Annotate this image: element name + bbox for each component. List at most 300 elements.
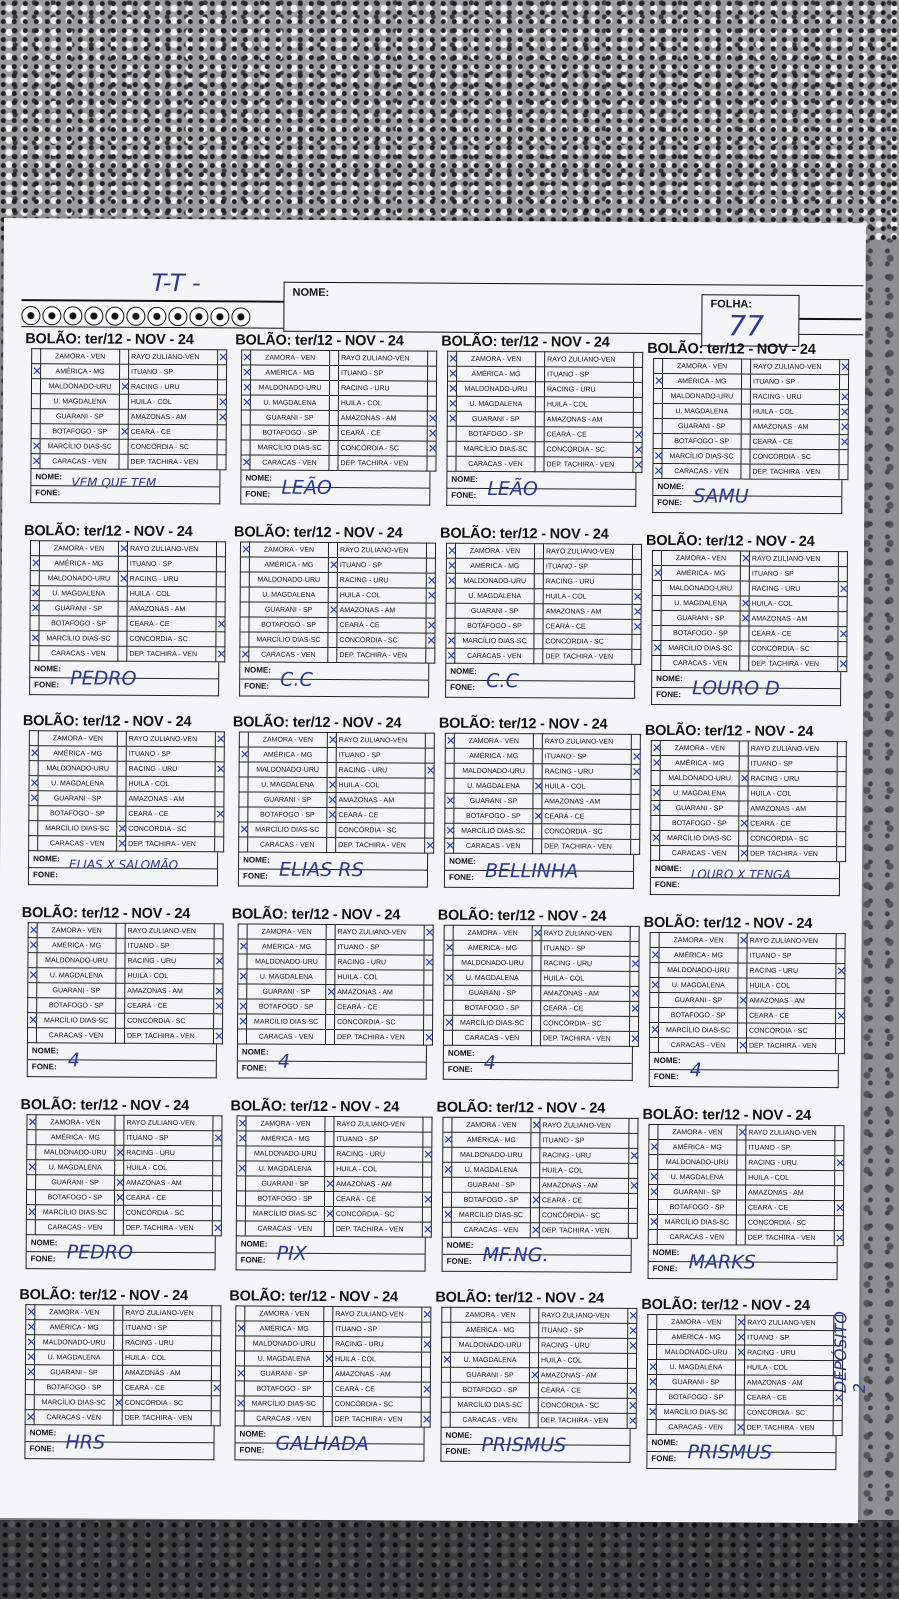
away-win-box[interactable] xyxy=(837,742,846,757)
away-win-box[interactable] xyxy=(427,456,436,471)
home-win-box[interactable] xyxy=(241,395,250,410)
draw-box[interactable] xyxy=(323,1366,332,1381)
draw-box[interactable] xyxy=(533,839,542,854)
home-win-box[interactable] xyxy=(445,733,454,748)
draw-box[interactable] xyxy=(741,389,750,404)
home-win-box[interactable] xyxy=(28,953,37,968)
draw-box[interactable] xyxy=(741,374,750,389)
home-win-box[interactable] xyxy=(30,631,39,646)
draw-box[interactable] xyxy=(325,1146,334,1161)
draw-box[interactable] xyxy=(737,1155,746,1170)
away-win-box[interactable] xyxy=(628,1193,637,1208)
away-win-box[interactable] xyxy=(426,618,435,633)
away-win-box[interactable] xyxy=(633,457,642,472)
draw-box[interactable] xyxy=(534,634,543,649)
home-win-box[interactable] xyxy=(447,456,456,471)
handwritten-name[interactable]: PRISMUS xyxy=(481,1433,567,1457)
away-win-box[interactable] xyxy=(424,970,433,985)
home-win-box[interactable] xyxy=(238,984,247,999)
draw-box[interactable] xyxy=(535,427,544,442)
home-win-box[interactable] xyxy=(445,778,454,793)
home-win-box[interactable] xyxy=(28,1013,37,1028)
away-win-box[interactable] xyxy=(627,1398,636,1413)
away-win-box[interactable] xyxy=(628,1223,637,1238)
away-win-box[interactable] xyxy=(214,969,223,984)
home-win-box[interactable] xyxy=(27,1130,36,1145)
home-win-box[interactable] xyxy=(442,1307,451,1322)
draw-box[interactable] xyxy=(530,1323,539,1338)
draw-box[interactable] xyxy=(325,1029,334,1044)
draw-box[interactable] xyxy=(120,364,129,379)
handwritten-name[interactable]: LOURO D xyxy=(692,677,780,700)
home-win-box[interactable] xyxy=(240,557,249,572)
home-win-box[interactable] xyxy=(650,962,659,977)
away-win-box[interactable] xyxy=(213,1116,222,1131)
away-win-box[interactable] xyxy=(421,1412,430,1427)
draw-box[interactable] xyxy=(534,589,543,604)
home-win-box[interactable] xyxy=(652,625,661,640)
home-win-box[interactable] xyxy=(236,1321,245,1336)
home-win-box[interactable] xyxy=(441,1397,450,1412)
away-win-box[interactable] xyxy=(424,955,433,970)
away-win-box[interactable] xyxy=(217,425,226,440)
away-win-box[interactable] xyxy=(215,732,224,747)
draw-box[interactable] xyxy=(330,350,339,365)
away-win-box[interactable] xyxy=(425,808,434,823)
draw-box[interactable] xyxy=(740,581,749,596)
draw-box[interactable] xyxy=(736,1200,745,1215)
home-win-box[interactable] xyxy=(653,373,665,389)
away-win-box[interactable] xyxy=(211,1411,220,1426)
home-win-box[interactable] xyxy=(445,763,454,778)
away-win-box[interactable] xyxy=(837,757,846,772)
draw-box[interactable] xyxy=(531,1118,540,1133)
home-win-box[interactable] xyxy=(239,732,248,747)
draw-box[interactable] xyxy=(117,746,126,761)
away-win-box[interactable] xyxy=(213,1146,222,1161)
draw-box[interactable] xyxy=(534,649,543,664)
away-win-box[interactable] xyxy=(423,1117,432,1132)
home-win-box[interactable] xyxy=(446,603,455,618)
away-win-box[interactable] xyxy=(632,649,641,664)
handwritten-name[interactable]: PEDRO xyxy=(66,1241,133,1264)
home-win-box[interactable] xyxy=(647,1404,656,1419)
away-win-box[interactable] xyxy=(214,954,223,969)
draw-box[interactable] xyxy=(327,732,336,747)
draw-box[interactable] xyxy=(117,761,126,776)
away-win-box[interactable] xyxy=(211,1381,220,1396)
away-win-box[interactable] xyxy=(836,934,845,949)
draw-box[interactable] xyxy=(529,1353,538,1368)
draw-box[interactable] xyxy=(330,365,339,380)
away-win-box[interactable] xyxy=(837,817,846,832)
draw-box[interactable] xyxy=(739,786,748,801)
home-win-box[interactable] xyxy=(441,1352,453,1367)
home-win-box[interactable] xyxy=(241,380,253,395)
away-win-box[interactable] xyxy=(214,1014,223,1029)
away-win-box[interactable] xyxy=(631,764,640,779)
away-win-box[interactable] xyxy=(423,1030,435,1045)
draw-box[interactable] xyxy=(532,926,541,941)
away-win-box[interactable] xyxy=(428,351,437,366)
away-win-box[interactable] xyxy=(213,1161,222,1176)
away-win-box[interactable] xyxy=(421,1397,430,1412)
away-win-box[interactable] xyxy=(423,1147,432,1162)
home-win-box[interactable] xyxy=(29,776,38,791)
home-win-box[interactable] xyxy=(31,439,40,454)
home-win-box[interactable] xyxy=(30,601,39,616)
home-win-box[interactable] xyxy=(27,1175,36,1190)
home-win-box[interactable] xyxy=(31,394,40,409)
draw-box[interactable] xyxy=(531,1031,540,1046)
home-win-box[interactable] xyxy=(235,1411,244,1426)
home-win-box[interactable] xyxy=(30,571,39,586)
home-win-box[interactable] xyxy=(651,800,660,815)
draw-box[interactable] xyxy=(534,574,543,589)
home-win-box[interactable] xyxy=(25,1410,34,1425)
home-win-box[interactable] xyxy=(448,366,457,381)
home-win-box[interactable] xyxy=(446,543,458,558)
home-win-box[interactable] xyxy=(648,1229,657,1244)
draw-box[interactable] xyxy=(117,821,126,836)
home-win-box[interactable] xyxy=(444,970,453,985)
draw-box[interactable] xyxy=(115,1160,124,1175)
draw-box[interactable] xyxy=(114,1220,123,1235)
draw-box[interactable] xyxy=(738,933,747,948)
away-win-box[interactable] xyxy=(424,925,433,940)
home-win-box[interactable] xyxy=(241,410,250,425)
home-win-box[interactable] xyxy=(653,463,662,478)
away-win-box[interactable] xyxy=(627,1368,636,1383)
handwritten-name[interactable]: 4 xyxy=(689,1059,702,1082)
draw-box[interactable] xyxy=(113,1410,122,1425)
draw-box[interactable] xyxy=(531,1163,540,1178)
away-win-box[interactable] xyxy=(630,956,639,971)
home-win-box[interactable] xyxy=(647,1419,656,1434)
home-win-box[interactable] xyxy=(238,969,247,984)
handwritten-name[interactable]: MF.NG. xyxy=(482,1243,549,1267)
away-win-box[interactable] xyxy=(215,777,224,792)
draw-box[interactable] xyxy=(117,806,126,821)
home-win-box[interactable] xyxy=(649,1154,658,1169)
draw-box[interactable] xyxy=(529,1368,541,1383)
draw-box[interactable] xyxy=(530,1208,539,1223)
draw-box[interactable] xyxy=(328,587,337,602)
draw-box[interactable] xyxy=(738,1008,747,1023)
draw-box[interactable] xyxy=(113,1350,122,1365)
home-win-box[interactable] xyxy=(27,1145,36,1160)
away-win-box[interactable] xyxy=(836,949,845,964)
away-win-box[interactable] xyxy=(629,1133,638,1148)
away-win-box[interactable] xyxy=(426,588,435,603)
draw-box[interactable] xyxy=(114,1305,123,1320)
draw-box[interactable] xyxy=(735,1375,744,1390)
home-win-box[interactable] xyxy=(31,409,40,424)
home-win-box[interactable] xyxy=(238,939,247,954)
away-win-box[interactable] xyxy=(421,1382,430,1397)
home-win-box[interactable] xyxy=(648,1214,657,1229)
away-win-box[interactable] xyxy=(424,1000,433,1015)
home-win-box[interactable] xyxy=(240,587,249,602)
home-win-box[interactable] xyxy=(442,1337,451,1352)
draw-box[interactable] xyxy=(114,1190,126,1205)
home-win-box[interactable] xyxy=(445,793,454,808)
away-win-box[interactable] xyxy=(630,1016,639,1031)
home-win-box[interactable] xyxy=(647,1359,659,1375)
home-win-box[interactable] xyxy=(240,647,249,662)
handwritten-name[interactable]: HRS xyxy=(65,1431,106,1454)
home-win-box[interactable] xyxy=(238,1014,247,1029)
home-win-box[interactable] xyxy=(442,1322,451,1337)
home-win-box[interactable] xyxy=(31,424,40,439)
draw-box[interactable] xyxy=(741,404,750,419)
handwritten-name[interactable]: LEÃO xyxy=(281,476,332,500)
away-win-box[interactable] xyxy=(211,1366,220,1381)
draw-box[interactable] xyxy=(737,1125,746,1140)
away-win-box[interactable] xyxy=(628,1323,637,1338)
home-win-box[interactable] xyxy=(241,455,250,470)
handwritten-name[interactable]: VEM QUE TEM xyxy=(71,475,157,490)
away-win-box[interactable] xyxy=(426,558,435,573)
away-win-box[interactable] xyxy=(629,1163,638,1178)
home-win-box[interactable] xyxy=(652,550,661,565)
away-win-box[interactable] xyxy=(216,617,225,632)
draw-box[interactable] xyxy=(740,641,749,656)
home-win-box[interactable] xyxy=(650,932,659,947)
away-win-box[interactable] xyxy=(837,787,846,802)
away-win-box[interactable] xyxy=(631,794,640,809)
home-win-box[interactable] xyxy=(26,1305,35,1320)
draw-box[interactable] xyxy=(326,954,335,969)
home-win-box[interactable] xyxy=(29,806,38,821)
home-win-box[interactable] xyxy=(446,648,455,663)
home-win-box[interactable] xyxy=(237,1029,246,1044)
away-win-box[interactable] xyxy=(214,924,223,939)
home-win-box[interactable] xyxy=(28,968,37,983)
away-win-box[interactable] xyxy=(835,1126,844,1141)
away-win-box[interactable] xyxy=(634,367,643,382)
home-win-box[interactable] xyxy=(237,1176,246,1191)
away-win-box[interactable] xyxy=(629,1178,638,1193)
draw-box[interactable] xyxy=(325,1176,334,1191)
away-win-box[interactable] xyxy=(214,999,223,1014)
home-win-box[interactable] xyxy=(31,379,40,394)
home-win-box[interactable] xyxy=(240,632,249,647)
draw-box[interactable] xyxy=(329,380,338,395)
home-win-box[interactable] xyxy=(30,616,39,631)
draw-box[interactable] xyxy=(533,764,542,779)
draw-box[interactable] xyxy=(324,1306,333,1321)
home-win-box[interactable] xyxy=(649,1169,658,1184)
draw-box[interactable] xyxy=(738,948,747,963)
away-win-box[interactable] xyxy=(836,1024,845,1039)
home-win-box[interactable] xyxy=(237,1131,246,1146)
away-win-box[interactable] xyxy=(216,647,225,662)
draw-box[interactable] xyxy=(738,1023,747,1038)
home-win-box[interactable] xyxy=(29,836,38,851)
home-win-box[interactable] xyxy=(651,740,660,755)
away-win-box[interactable] xyxy=(627,1413,636,1428)
draw-box[interactable] xyxy=(534,559,543,574)
away-win-box[interactable] xyxy=(631,824,640,839)
away-win-box[interactable] xyxy=(212,1221,221,1236)
home-win-box[interactable] xyxy=(447,426,456,441)
home-win-box[interactable] xyxy=(30,541,39,556)
draw-box[interactable] xyxy=(117,731,126,746)
away-win-box[interactable] xyxy=(838,657,847,672)
draw-box[interactable] xyxy=(739,816,748,831)
draw-box[interactable] xyxy=(328,647,337,662)
home-win-box[interactable] xyxy=(443,1147,452,1162)
away-win-box[interactable] xyxy=(836,994,845,1009)
draw-box[interactable] xyxy=(529,1398,538,1413)
away-win-box[interactable] xyxy=(839,435,848,450)
home-win-box[interactable] xyxy=(653,403,662,418)
draw-box[interactable] xyxy=(328,542,337,557)
home-win-box[interactable] xyxy=(447,396,456,411)
draw-box[interactable] xyxy=(327,792,336,807)
home-win-box[interactable] xyxy=(443,1132,452,1147)
home-win-box[interactable] xyxy=(445,823,454,838)
home-win-box[interactable] xyxy=(27,1028,36,1043)
home-win-box[interactable] xyxy=(446,633,455,648)
away-win-box[interactable] xyxy=(215,837,224,852)
handwritten-name[interactable]: PIX xyxy=(276,1242,307,1265)
draw-box[interactable] xyxy=(118,601,127,616)
draw-box[interactable] xyxy=(325,1116,334,1131)
draw-box[interactable] xyxy=(323,1351,335,1367)
handwritten-name[interactable]: LEÃO xyxy=(487,477,538,501)
away-win-box[interactable] xyxy=(629,1118,638,1133)
draw-box[interactable] xyxy=(119,409,128,424)
away-win-box[interactable] xyxy=(633,427,642,442)
draw-box[interactable] xyxy=(533,824,542,839)
away-win-box[interactable] xyxy=(425,733,434,748)
home-win-box[interactable] xyxy=(29,761,38,776)
away-win-box[interactable] xyxy=(422,1322,431,1337)
away-win-box[interactable] xyxy=(217,440,226,455)
draw-box[interactable] xyxy=(116,998,125,1013)
away-win-box[interactable] xyxy=(837,772,846,787)
away-win-box[interactable] xyxy=(211,1351,220,1366)
draw-box[interactable] xyxy=(737,1170,746,1185)
home-win-box[interactable] xyxy=(444,985,453,1000)
home-win-box[interactable] xyxy=(29,746,38,761)
away-win-box[interactable] xyxy=(212,1336,221,1351)
draw-box[interactable] xyxy=(327,807,336,822)
draw-box[interactable] xyxy=(327,777,336,792)
home-win-box[interactable] xyxy=(651,845,660,860)
away-win-box[interactable] xyxy=(631,779,640,794)
home-win-box[interactable] xyxy=(445,838,454,853)
home-win-box[interactable] xyxy=(239,822,248,837)
home-win-box[interactable] xyxy=(239,747,248,762)
away-win-box[interactable] xyxy=(211,1396,220,1411)
away-win-box[interactable] xyxy=(634,352,643,367)
home-win-box[interactable] xyxy=(650,947,659,962)
draw-box[interactable] xyxy=(119,439,128,454)
away-win-box[interactable] xyxy=(839,420,848,435)
away-win-box[interactable] xyxy=(216,557,225,572)
handwritten-name[interactable]: LOURO X TENGA xyxy=(690,867,791,882)
away-win-box[interactable] xyxy=(633,397,642,412)
away-win-box[interactable] xyxy=(426,573,435,588)
home-win-box[interactable] xyxy=(653,388,662,403)
away-win-box[interactable] xyxy=(214,939,223,954)
away-win-box[interactable] xyxy=(632,574,641,589)
away-win-box[interactable] xyxy=(838,567,847,582)
draw-box[interactable] xyxy=(325,1161,334,1176)
draw-box[interactable] xyxy=(115,1175,124,1190)
draw-box[interactable] xyxy=(735,1405,744,1420)
home-win-box[interactable] xyxy=(447,441,456,456)
home-win-box[interactable] xyxy=(241,425,250,440)
away-win-box[interactable] xyxy=(836,964,845,979)
draw-box[interactable] xyxy=(119,424,128,439)
home-win-box[interactable] xyxy=(236,1221,245,1236)
draw-box[interactable] xyxy=(532,971,541,986)
home-win-box[interactable] xyxy=(445,808,454,823)
draw-box[interactable] xyxy=(530,1338,539,1353)
draw-box[interactable] xyxy=(740,566,749,581)
home-win-box[interactable] xyxy=(444,940,453,955)
draw-box[interactable] xyxy=(323,1381,332,1396)
away-win-box[interactable] xyxy=(631,809,640,824)
draw-box[interactable] xyxy=(326,924,335,939)
away-win-box[interactable] xyxy=(629,1031,641,1046)
home-win-box[interactable] xyxy=(236,1306,245,1321)
home-win-box[interactable] xyxy=(237,1146,246,1161)
home-win-box[interactable] xyxy=(448,351,457,366)
draw-box[interactable] xyxy=(739,831,748,846)
away-win-box[interactable] xyxy=(836,979,845,994)
home-win-box[interactable] xyxy=(30,646,39,661)
away-win-box[interactable] xyxy=(422,1307,431,1322)
home-win-box[interactable] xyxy=(26,1190,35,1205)
away-win-box[interactable] xyxy=(833,1421,842,1436)
draw-box[interactable] xyxy=(118,586,127,601)
away-win-box[interactable] xyxy=(217,380,226,395)
away-win-box[interactable] xyxy=(216,542,225,557)
home-win-box[interactable] xyxy=(443,1162,452,1177)
away-win-box[interactable] xyxy=(839,390,851,405)
home-win-box[interactable] xyxy=(652,580,661,595)
home-win-box[interactable] xyxy=(652,655,661,670)
draw-box[interactable] xyxy=(740,596,749,611)
draw-box[interactable] xyxy=(740,551,752,566)
handwritten-name[interactable]: SAMU xyxy=(693,485,749,508)
home-win-box[interactable] xyxy=(651,815,660,830)
draw-box[interactable] xyxy=(738,993,747,1008)
home-win-box[interactable] xyxy=(649,1184,658,1199)
away-win-box[interactable] xyxy=(216,632,225,647)
away-win-box[interactable] xyxy=(213,1176,222,1191)
away-win-box[interactable] xyxy=(427,381,436,396)
away-win-box[interactable] xyxy=(428,366,437,381)
away-win-box[interactable] xyxy=(630,941,639,956)
draw-box[interactable] xyxy=(328,602,337,617)
folha-box[interactable] xyxy=(701,294,799,347)
draw-box[interactable] xyxy=(531,1133,540,1148)
home-win-box[interactable] xyxy=(652,610,661,625)
home-win-box[interactable] xyxy=(444,955,453,970)
away-win-box[interactable] xyxy=(217,410,226,425)
draw-box[interactable] xyxy=(326,969,335,984)
draw-box[interactable] xyxy=(113,1395,122,1410)
away-win-box[interactable] xyxy=(632,589,641,604)
home-win-box[interactable] xyxy=(238,924,247,939)
away-win-box[interactable] xyxy=(835,1039,844,1054)
